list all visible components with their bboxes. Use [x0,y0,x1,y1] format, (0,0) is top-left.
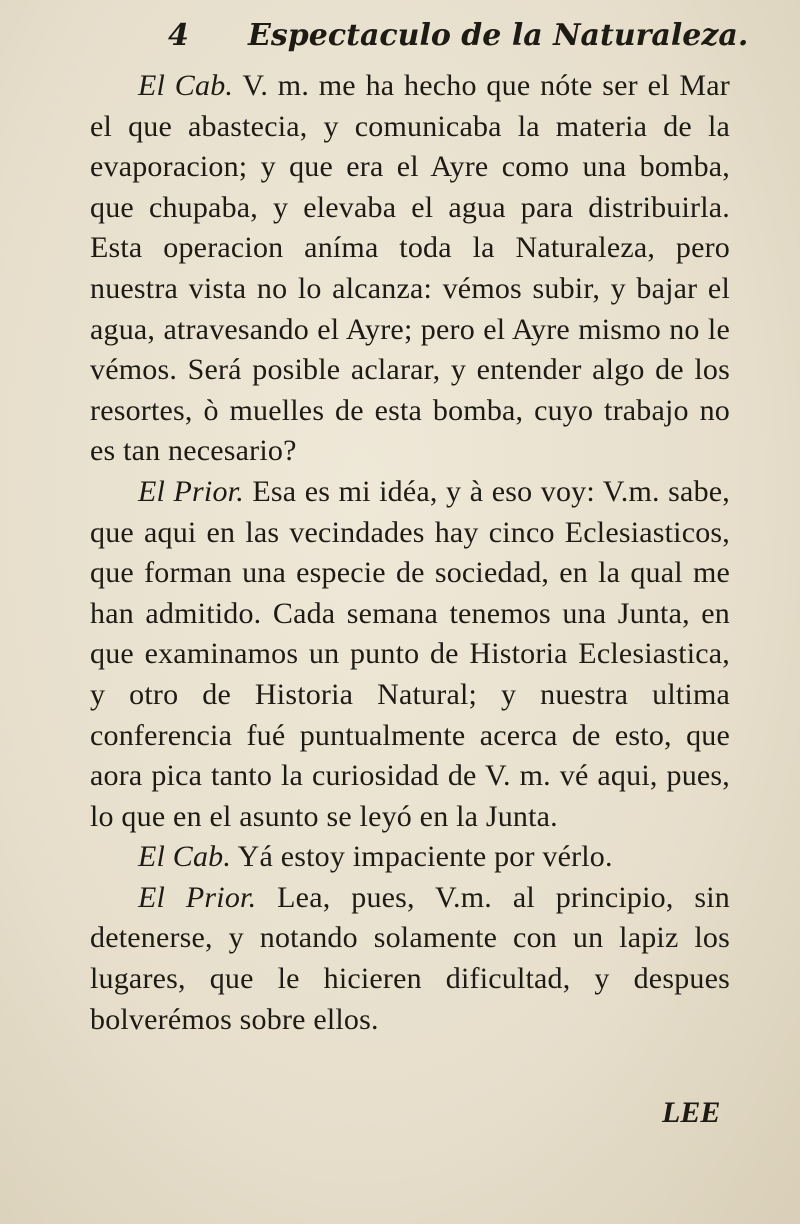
catchword: LEE [662,1096,721,1129]
dialogue-text: Yá estoy impaciente por vérlo. [237,840,613,874]
dialogue-text: V. m. me ha hecho que nóte ser el Mar el que abastecia, y comunicaba la materia de la evaporacion; y que era el Ayre como una bomba, que chupaba, y elevaba el agua para distribuirla. Esta operacion aníma toda la Naturaleza, pero nuestra vista no lo alcanza: vémos subir, y bajar el agua, atravesando el Ayre; pero el Ayre mismo no le vémos. Será posible aclarar, y entender algo de los resortes, ò muelles de esta bomba, cuyo trabajo no es tan necesario? [90,69,730,468]
dialogue-paragraph [90,837,730,878]
body-text [90,66,730,1040]
dialogue-paragraph [90,66,730,472]
dialogue-paragraph [90,472,730,837]
dialogue-text: Esa es mi idéa, y à eso voy: V.m. sabe, que aqui en las vecindades hay cinco Eclesiasticos, que forman una especie de sociedad, en la qual me han admitido. Cada semana tenemos una Junta, en que examinamos un punto de Historia Eclesiastica, y otro de Historia Natural; y nuestra ultima conferencia fué puntualmente acerca de esto, que aora pica tanto la curiosidad de V. m. vé aqui, pues, lo que en el asunto se leyó en la Junta. [90,474,730,833]
dialogue-paragraph [90,878,730,1040]
dialogue-text: Lea, pues, V.m. al principio, sin detenerse, y notando solamente con un lapiz los lugares, que le hicieren dificultad, y despues bolverémos sobre ellos. [90,880,731,1036]
speaker-name: El Prior. [138,880,257,914]
speaker-name: El Cab. [138,840,232,874]
page-header [168,18,749,62]
speaker-name: El Prior. [138,474,244,508]
running-title: Espectaculo de la Naturaleza. [248,18,749,53]
page-number: 4 [168,18,189,53]
speaker-name: El Cab. [138,69,234,102]
